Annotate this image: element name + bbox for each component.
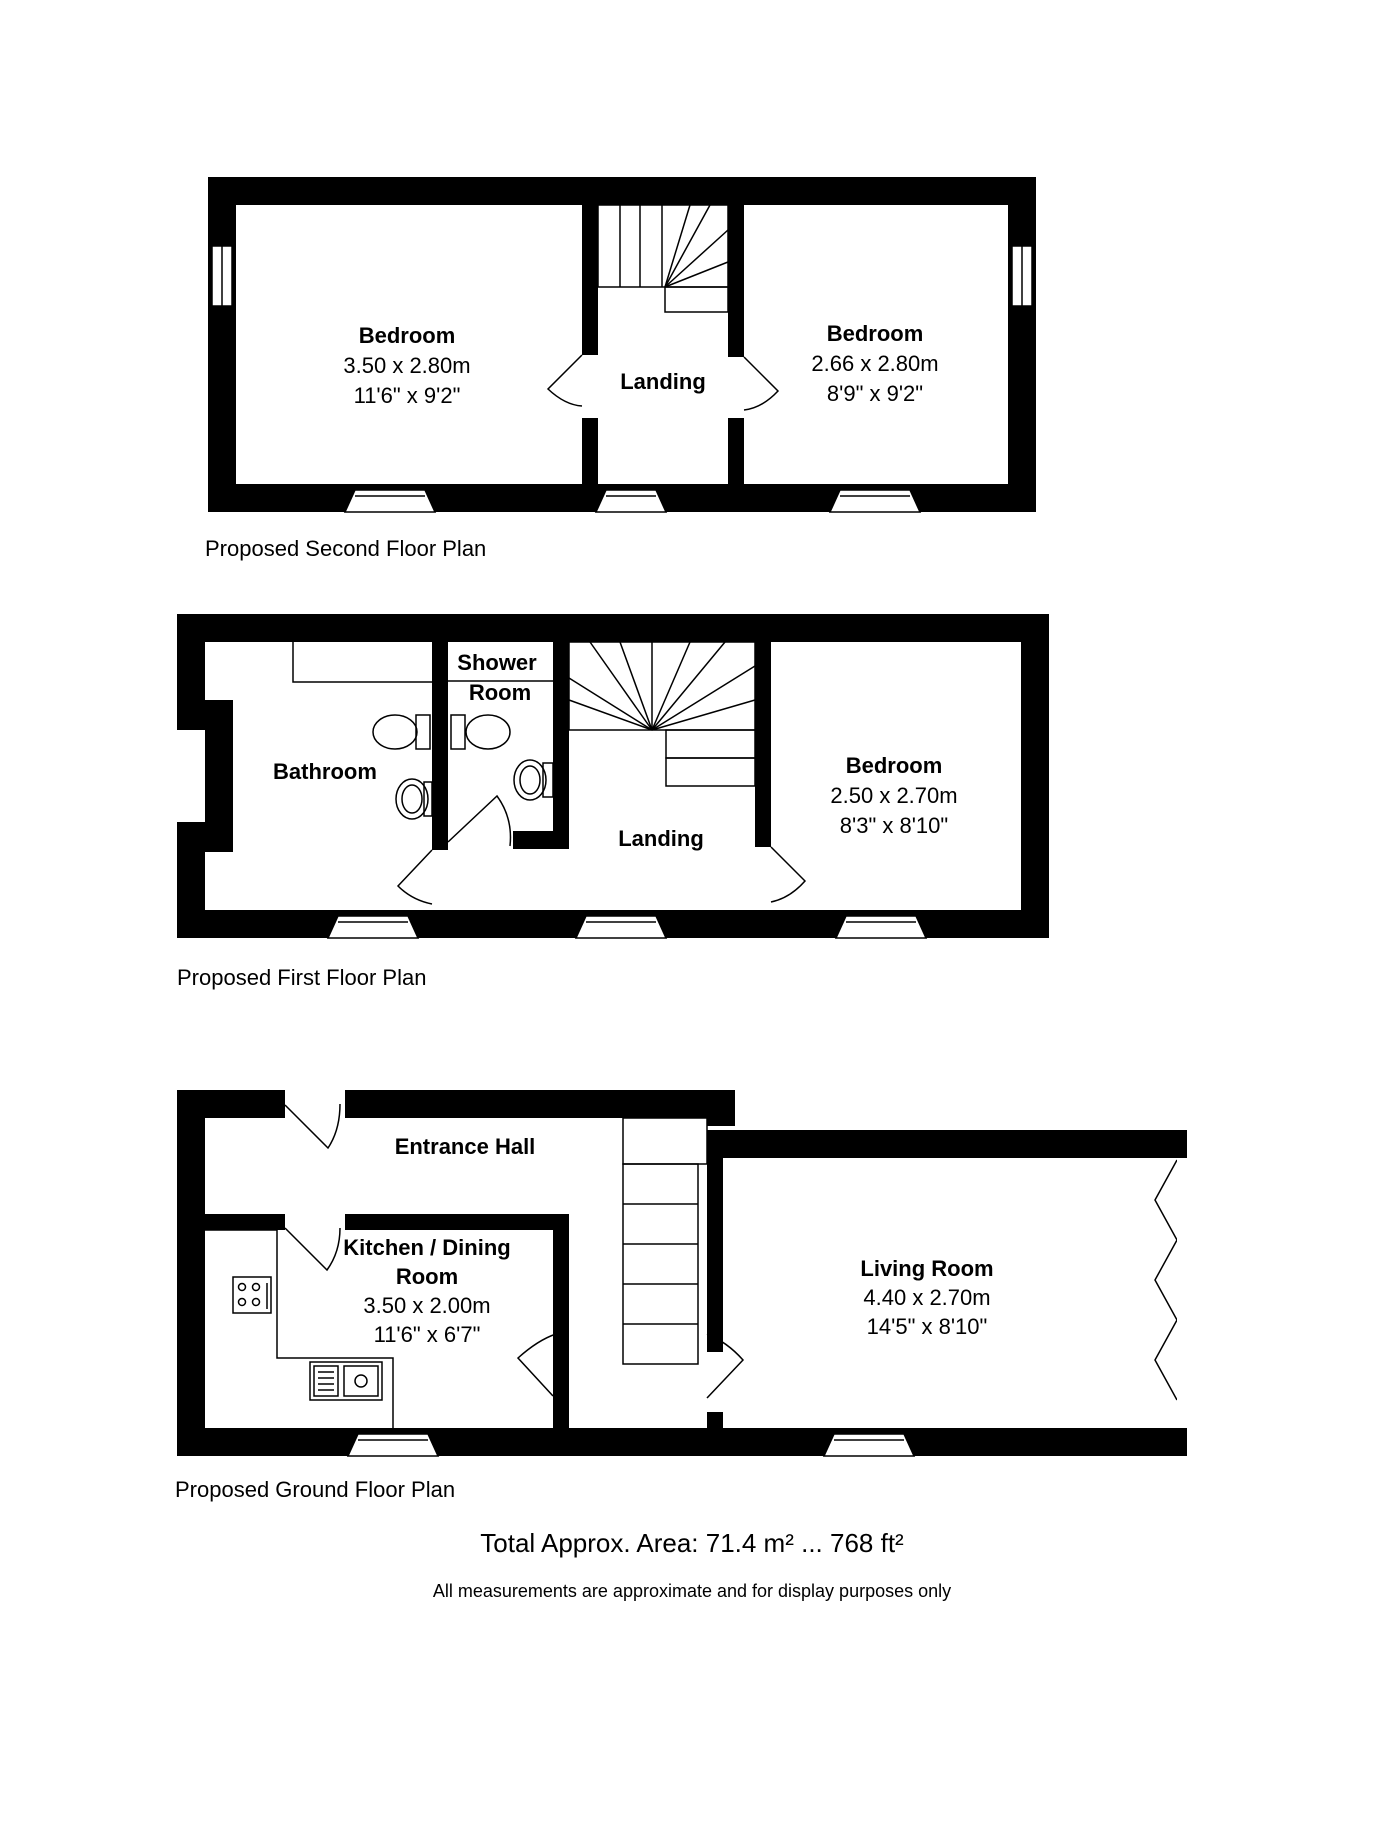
ground-living-room-imperial: 14'5" x 8'10" bbox=[866, 1314, 988, 1339]
second-bedroom-left-metric: 3.50 x 2.80m bbox=[343, 353, 471, 378]
ground-floor-caption: Proposed Ground Floor Plan bbox=[175, 1477, 456, 1502]
first-floor-caption: Proposed First Floor Plan bbox=[177, 965, 427, 990]
second-bedroom-left-name: Bedroom bbox=[358, 323, 456, 348]
ground-living-room-name: Living Room bbox=[860, 1256, 994, 1281]
second-bedroom-right-imperial: 8'9" x 9'2" bbox=[826, 381, 924, 406]
first-bathroom-name: Bathroom bbox=[273, 759, 377, 784]
ground-kitchen-line2: Room bbox=[395, 1264, 459, 1289]
second-floor-plan bbox=[208, 177, 1036, 512]
second-landing-name: Landing bbox=[620, 369, 706, 394]
first-bedroom-imperial: 8'3" x 8'10" bbox=[839, 813, 949, 838]
ground-entrance-hall-name: Entrance Hall bbox=[394, 1134, 536, 1159]
total-area: Total Approx. Area: 71.4 m² ... 768 ft² bbox=[480, 1528, 904, 1558]
first-landing-name: Landing bbox=[618, 826, 704, 851]
disclaimer: All measurements are approximate and for display purposes only bbox=[432, 1581, 952, 1601]
ground-kitchen-metric: 3.50 x 2.00m bbox=[363, 1293, 491, 1318]
ground-kitchen-line1: Kitchen / Dining bbox=[343, 1235, 511, 1260]
first-shower-room-line1: Shower bbox=[457, 650, 537, 675]
second-floor-caption: Proposed Second Floor Plan bbox=[205, 536, 487, 561]
second-bedroom-left-imperial: 11'6" x 9'2" bbox=[353, 383, 461, 408]
second-bedroom-right-metric: 2.66 x 2.80m bbox=[811, 351, 939, 376]
second-bedroom-right-name: Bedroom bbox=[826, 321, 924, 346]
first-bedroom-metric: 2.50 x 2.70m bbox=[830, 783, 958, 808]
ground-kitchen-imperial: 11'6" x 6'7" bbox=[373, 1322, 481, 1347]
first-bedroom-name: Bedroom bbox=[845, 753, 943, 778]
first-floor-plan bbox=[177, 614, 1049, 938]
first-shower-room-line2: Room bbox=[468, 680, 532, 705]
ground-floor-plan bbox=[177, 1090, 1191, 1456]
ground-living-room-metric: 4.40 x 2.70m bbox=[863, 1285, 991, 1310]
